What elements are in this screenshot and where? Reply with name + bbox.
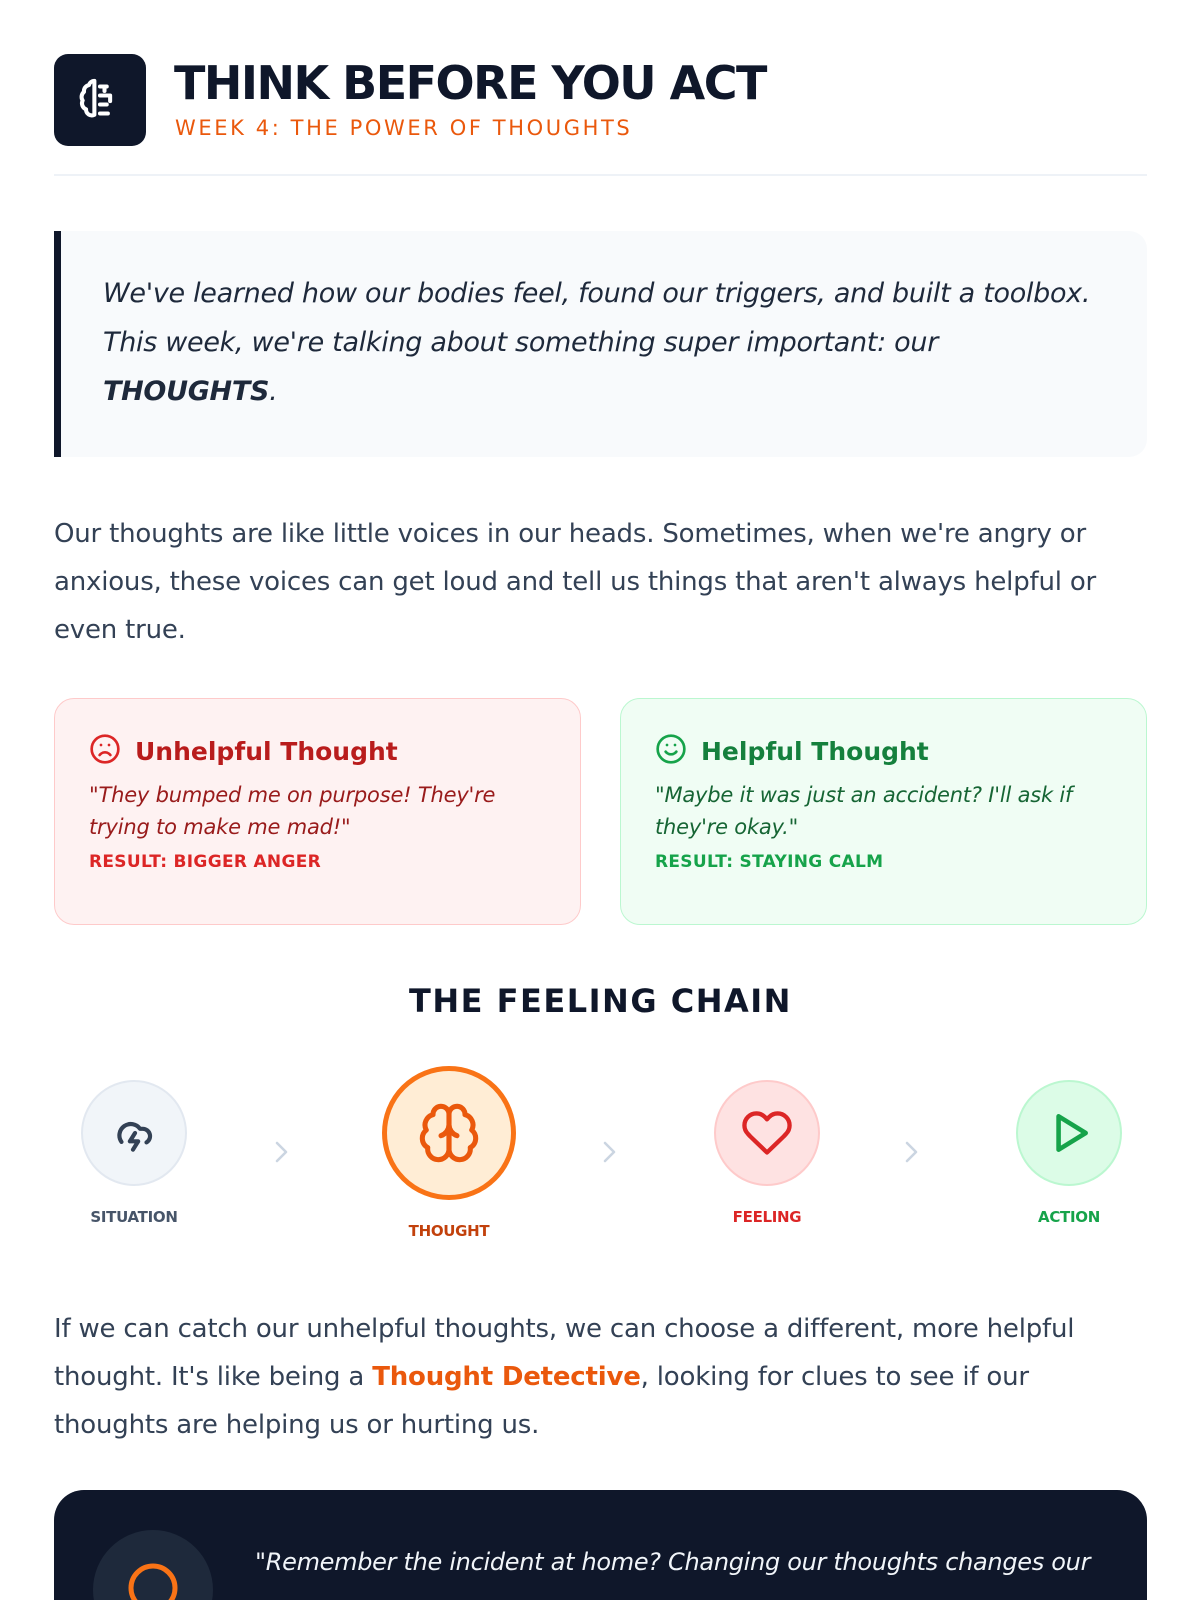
callout-quote: "Remember the incident at home? Changing our thoughts changes our [255,1548,1091,1576]
paragraph-detective-after: , looking for clues to see if our thoughts are helping us or hurting us. [54,1362,1029,1440]
unhelpful-card-quote: "They bumped me on purpose! They're trying to make me mad!" [89,783,496,839]
thought-detective-highlight: Thought Detective [372,1362,641,1392]
intro-end: . [269,376,278,407]
helpful-card-quote: "Maybe it was just an accident? I'll ask if they're okay." [655,783,1073,839]
page-title: THINK BEFORE YOU ACT [174,56,766,110]
page-subtitle: WEEK 4: THE POWER OF THOUGHTS [175,116,633,140]
intro-quote [54,231,1147,457]
chain-step-label: SITUATION [90,1208,178,1226]
intro-emphasis: THOUGHTS [103,376,270,407]
chevron-right-icon [903,1140,921,1164]
play-icon [1016,1080,1122,1186]
heart-icon [714,1080,820,1186]
page-header [54,54,1147,176]
chevron-right-icon [273,1140,291,1164]
unhelpful-card-title: Unhelpful Thought [135,736,398,766]
brain-icon [54,54,146,146]
unhelpful-card-result: RESULT: BIGGER ANGER [89,852,322,872]
chain-step-situation [80,1080,188,1226]
unhelpful-thought-card [54,698,581,925]
intro-text-body: We've learned how our bodies feel, found our triggers, and built a toolbox. This week, we're talking about something super important: our [103,278,1091,358]
paragraph-detective-before: If we can catch our unhelpful thoughts, we can choose a different, more helpful thought. It's like being a [54,1314,1075,1392]
chevron-right-icon [601,1140,619,1164]
helpful-card-result: RESULT: STAYING CALM [655,852,884,872]
paragraph-thoughts: Our thoughts are like little voices in our heads. Sometimes, when we're angry or anxious, these voices can get loud and tell us things that aren't always helpful or even true. [54,519,1097,645]
chain-step-thought [382,1066,516,1240]
chain-step-label: THOUGHT [408,1222,490,1240]
callout-card [54,1490,1147,1600]
smile-face-icon [655,733,687,769]
helpful-thought-card [620,698,1147,925]
chain-step-label: FEELING [732,1208,802,1226]
chain-step-feeling [713,1080,821,1226]
paragraph-detective [54,1305,1147,1449]
chain-step-label: ACTION [1038,1208,1100,1226]
helpful-card-title: Helpful Thought [701,736,929,766]
chain-step-action [1015,1080,1123,1226]
sad-face-icon [89,733,121,769]
ring-icon [127,1562,179,1600]
intro-text [103,269,1107,416]
feeling-chain-title: THE FEELING CHAIN [409,982,792,1020]
brain-icon [382,1066,516,1200]
callout-badge [93,1530,213,1600]
storm-cloud-icon [81,1080,187,1186]
